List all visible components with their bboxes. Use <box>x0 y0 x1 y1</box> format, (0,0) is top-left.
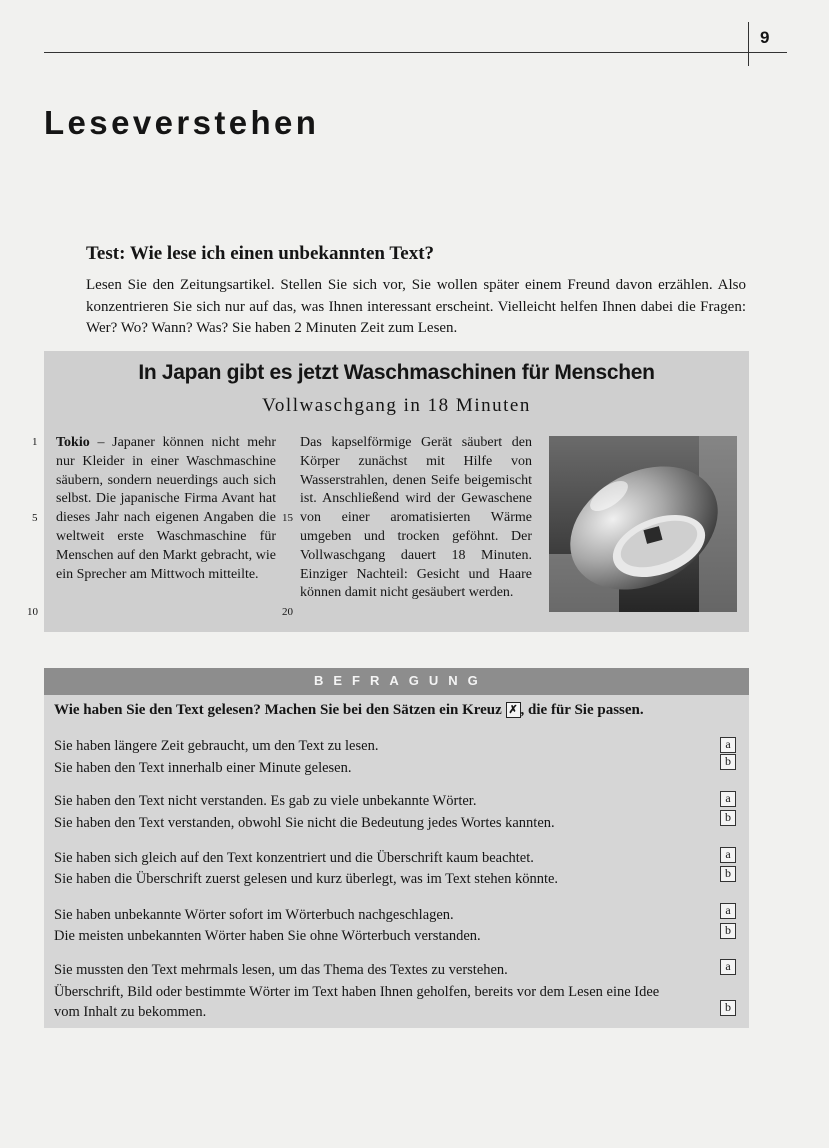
survey-statement: Sie haben unbekannte Wörter sofort im Wörterbuch nachgeschlagen. <box>54 907 454 923</box>
answer-checkbox[interactable]: b <box>720 754 736 770</box>
survey-question <box>54 702 744 719</box>
survey-statement: Überschrift, Bild oder bestimmte Wörter im Text haben Ihnen geholfen, bereits vor dem Lesen eine Idee vom Inhalt zu bekommen. <box>54 984 660 1020</box>
header-rule <box>44 52 787 53</box>
line-number: 10 <box>27 606 38 618</box>
answer-checkbox[interactable]: a <box>720 791 736 807</box>
answer-checkbox[interactable]: b <box>720 866 736 882</box>
answer-checkbox[interactable]: a <box>720 903 736 919</box>
article-column-1-text: – Japaner können nicht mehr nur Kleider in einer Waschmaschine säubern, sondern neuerdings auch sich selbst. Die japanische Firma Avant hat dieses Jahr nach eigenen Angaben die weltweit erste Waschmaschine für Menschen auf den Markt gebracht, wie ein Sprecher am Mittwoch mitteilte. <box>56 435 276 582</box>
article-headline: In Japan gibt es jetzt Waschmaschinen für Menschen <box>138 361 655 384</box>
answer-checkbox[interactable]: b <box>720 1000 736 1016</box>
page-title: Leseverstehen <box>44 104 320 141</box>
page-number-divider <box>748 22 749 66</box>
answer-checkbox[interactable]: b <box>720 810 736 826</box>
answer-checkbox[interactable]: b <box>720 923 736 939</box>
answer-checkbox[interactable]: a <box>720 737 736 753</box>
survey-statement: Sie haben den Text innerhalb einer Minute gelesen. <box>54 760 352 776</box>
line-number: 5 <box>32 512 38 524</box>
survey-question-text: Wie haben Sie den Text gelesen? Machen Sie bei den Sätzen ein Kreuz <box>54 702 502 718</box>
survey-statement: Sie haben den Text nicht verstanden. Es gab zu viele unbekannte Wörter. <box>54 793 477 809</box>
line-number: 20 <box>282 606 293 618</box>
survey-statement: Sie mussten den Text mehrmals lesen, um das Thema des Textes zu verstehen. <box>54 962 508 978</box>
article-photo <box>549 436 737 612</box>
article-column-1 <box>56 434 276 584</box>
survey-statement: Die meisten unbekannten Wörter haben Sie ohne Wörterbuch verstanden. <box>54 928 481 944</box>
survey-box <box>44 668 749 1028</box>
article-column-2: Das kapselförmige Gerät säubert den Körper zunächst mit Hilfe von Wasserstrahlen, denen Seife beigemischt ist. Anschließend wird der Gewaschene von einer aromatisierten Wärme umgeben und trocken geföhnt. Der Vollwaschgang dauert 18 Minuten. Einziger Nachteil: Gesicht und Haare können damit nicht gesäubert werden. <box>300 435 532 601</box>
cross-example-icon: ✗ <box>506 702 521 718</box>
survey-statement: Sie haben den Text verstanden, obwohl Sie nicht die Bedeutung jedes Wortes kannten. <box>54 815 555 831</box>
newspaper-article <box>27 351 749 632</box>
survey-statement: Sie haben die Überschrift zuerst gelesen und kurz überlegt, was im Text stehen könnte. <box>54 871 559 887</box>
survey-question-end: , die für Sie passen. <box>520 702 644 718</box>
page-number: 9 <box>760 28 770 47</box>
line-number: 15 <box>282 512 293 524</box>
survey-statement: Sie haben längere Zeit gebraucht, um den Text zu lesen. <box>54 738 379 754</box>
answer-checkbox[interactable]: a <box>720 847 736 863</box>
answer-checkbox[interactable]: a <box>720 959 736 975</box>
test-heading: Test: Wie lese ich einen unbekannten Text? <box>86 243 435 264</box>
survey-header-bar <box>44 668 749 695</box>
survey-label: BEFRAGUNG <box>314 673 488 688</box>
line-number: 1 <box>32 436 38 448</box>
washing-capsule-icon <box>549 436 737 612</box>
article-subheadline: Vollwaschgang in 18 Minuten <box>262 395 531 416</box>
survey-statement: Sie haben sich gleich auf den Text konzentriert und die Überschrift kaum beachtet. <box>54 850 534 866</box>
article-dateline: Tokio <box>56 435 90 450</box>
test-instructions: Lesen Sie den Zeitungsartikel. Stellen Sie sich vor, Sie wollen später einem Freund davon erzählen. Also konzentrieren Sie sich nur auf das, was Ihnen interessant erscheint. Vielleicht helfen Ihnen dabei die Fragen: Wer? Wo? Wann? Was? Sie haben 2 Minuten Zeit zum Lesen. <box>86 277 746 336</box>
